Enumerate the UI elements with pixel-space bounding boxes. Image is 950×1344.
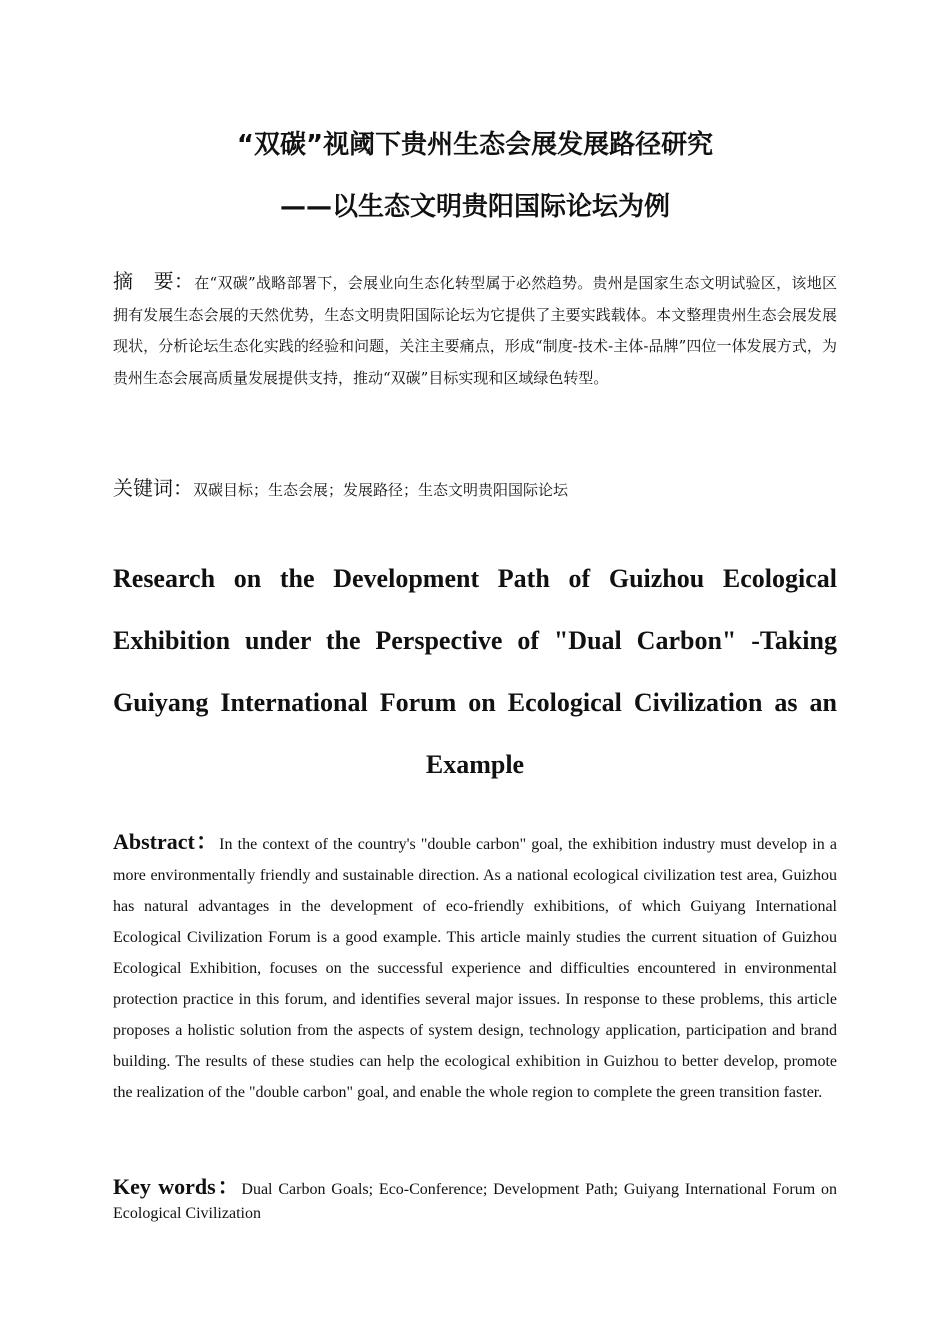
chinese-title: “双碳”视阈下贵州生态会展发展路径研究: [236, 130, 714, 160]
english-keywords-text: Dual Carbon Goals; Eco-Conference; Development Path; Guiyang International Forum on Ecological Civilization: [113, 1181, 838, 1222]
english-abstract-label: Abstract：: [113, 829, 220, 854]
chinese-keywords-label: 关键词：: [113, 476, 193, 500]
chinese-keywords-text: 双碳目标；生态会展；发展路径；生态文明贵阳国际论坛: [193, 481, 569, 499]
chinese-abstract: [113, 266, 837, 394]
chinese-abstract-label: 摘 要：: [113, 269, 195, 293]
chinese-subtitle: ——以生态文明贵阳国际论坛为例: [279, 192, 670, 222]
english-keywords-label: Key words：: [113, 1174, 242, 1199]
chinese-abstract-text: 在“双碳”战略部署下，会展业向生态化转型属于必然趋势。贵州是国家生态文明试验区，该地区拥有发展生态会展的天然优势，生态文明贵阳国际论坛为它提供了主要实践载体。本文整理贵州生态会展发展现状，分析论坛生态化实践的经验和问题，关注主要痛点，形成“制度-技术-主体-品牌”四位一体发展方式，为贵州生态会展高质量发展提供支持，推动“双碳”目标实现和区域绿色转型。: [113, 274, 837, 387]
english-keywords: [113, 1175, 837, 1226]
english-abstract-text: In the context of the country's "double carbon" goal, the exhibition industry must develop in a more environmentally friendly and sustainable direction. As a national ecological civilization test area, Guizhou has natural advantages in the development of eco-friendly exhibitions, of which Guiyang International Ecological Civilization Forum is a good example. This article mainly studies the current situation of Guizhou Ecological Exhibition, focuses on the successful experience and difficulties encountered in environmental protection practice in this forum, and identifies several major issues. In response to these problems, this article proposes a holistic solution from the aspects of system design, technology application, participation and brand building. The results of these studies can help the ecological exhibition in Guizhou to better develop, promote the realization of the "double carbon" goal, and enable the whole region to complete the green transition faster.: [113, 836, 837, 1101]
english-title: Research on the Development Path of Guizhou Ecological Exhibition under the Perspective of "Dual Carbon" -Taking Guiyang International Forum on Ecological Civilization as an Example: [113, 564, 837, 779]
english-abstract: [113, 826, 837, 1108]
chinese-keywords: [113, 473, 837, 505]
